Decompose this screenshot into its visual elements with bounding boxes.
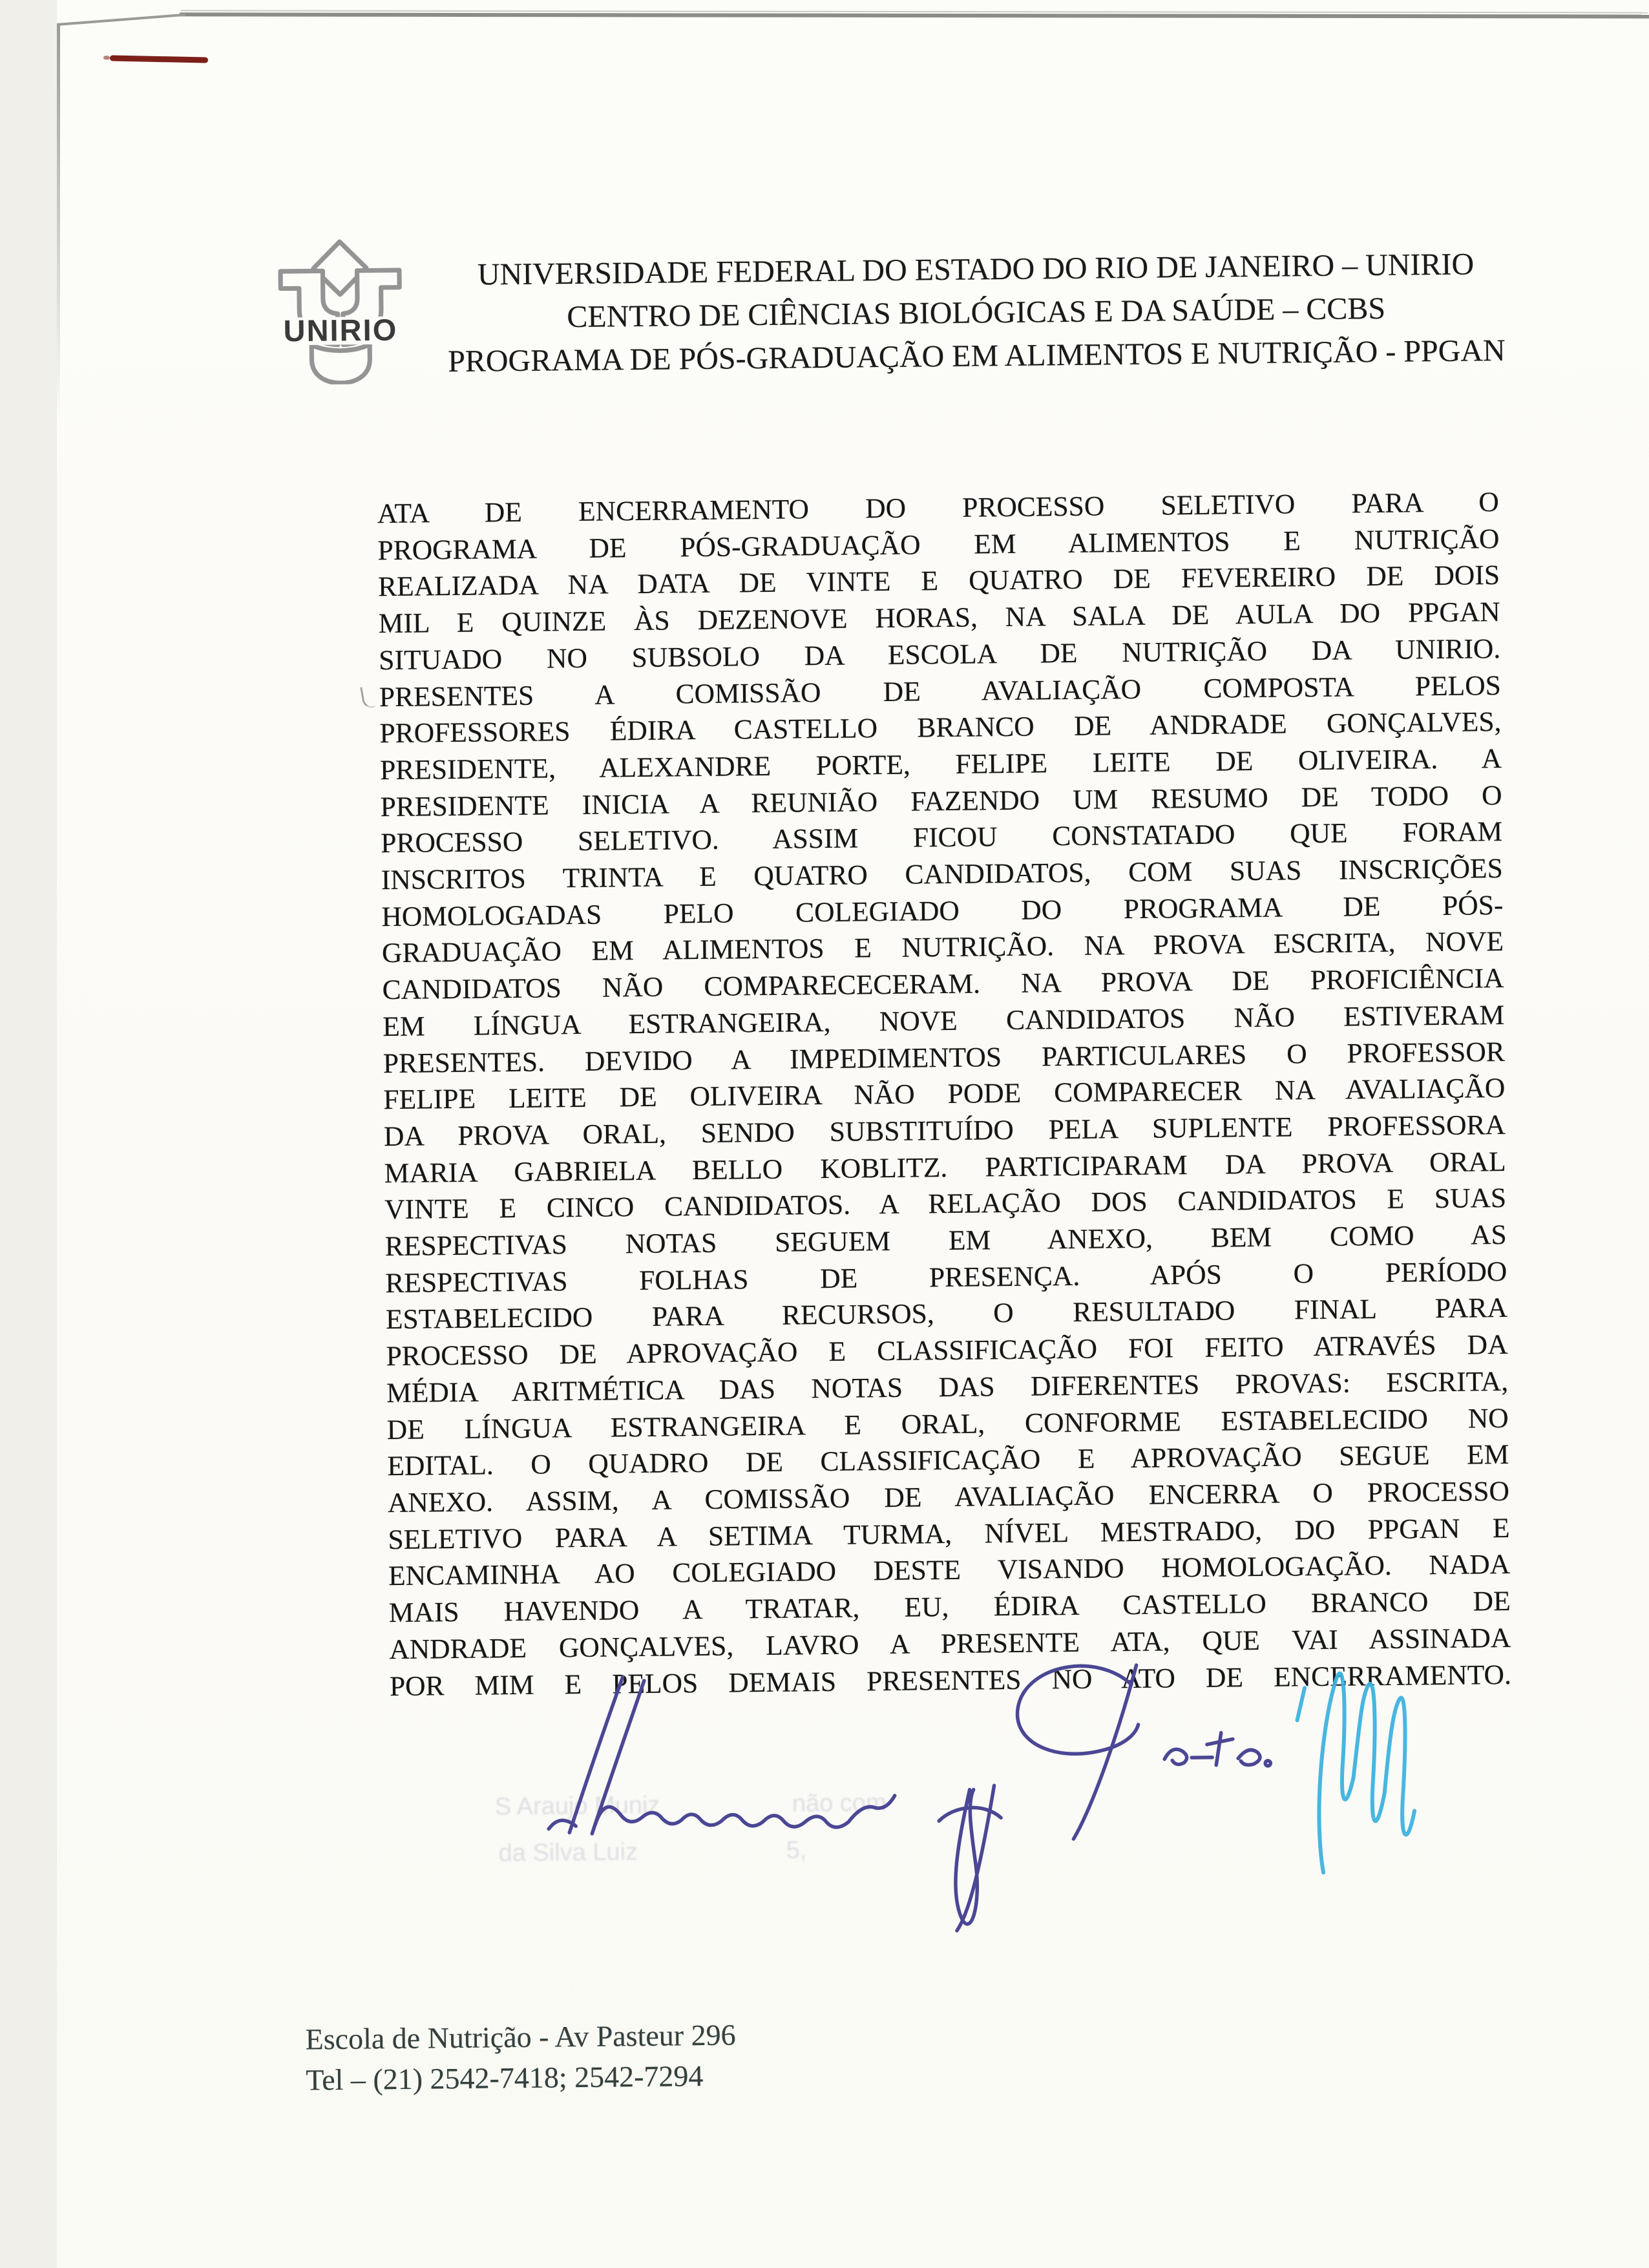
document-line: PROCESSO DE APROVAÇÃO E CLASSIFICAÇÃO FOI FEITO ATRAVÉS DA [386,1329,1508,1372]
document-line: SELETIVO PARA A SETIMA TURMA, NÍVEL MESTRADO, DO PPGAN E [388,1512,1510,1555]
document-line: ANEXO. ASSIM, A COMISSÃO DE AVALIAÇÃO ENCERRA O PROCESSO [387,1475,1510,1519]
center-name: CENTRO DE CIÊNCIAS BIOLÓGICAS E DA SAÚDE – CCBS [567,291,1386,335]
bleedthrough-text: S Araujo Muniz [494,1791,660,1821]
document-line: REALIZADA NA DATA DE VINTE E QUATRO DE FEVEREIRO DE DOIS [377,560,1500,603]
document-line: ESTABELECIDO PARA RECURSOS, O RESULTADO FINAL PARA [385,1292,1508,1336]
document-line: INSCRITOS TRINTA E QUATRO CANDIDATOS, COM SUAS INSCRIÇÕES [381,853,1504,896]
signature-alexandre-porte [547,1664,1272,1935]
document-body [377,484,1511,1705]
document-line: ENCAMINHA AO COLEGIADO DESTE VISANDO HOMOLOGAÇÃO. NADA [388,1549,1511,1592]
institution-name: UNIVERSIDADE FEDERAL DO ESTADO DO RIO DE JANEIRO – UNIRIO [477,247,1475,292]
unirio-emblem-icon [258,231,421,385]
document-line: PRESIDENTE INICIA A REUNIÃO FAZENDO UM RESUMO DE TODO O [380,779,1502,823]
document-line: HOMOLOGADAS PELO COLEGIADO DO PROGRAMA DE PÓS- [381,889,1504,932]
document-line: EDITAL. O QUADRO DE CLASSIFICAÇÃO E APROVAÇÃO SEGUE EM [387,1439,1509,1482]
document-line: POR MIM E PELOS DEMAIS PRESENTES NO ATO DE ENCERRAMENTO. [389,1659,1512,1702]
document-line: MARIA GABRIELA BELLO KOBLITZ. PARTICIPARAM DA PROVA ORAL [384,1146,1506,1189]
document-line: CANDIDATOS NÃO COMPARECECERAM. NA PROVA DE PROFICIÊNCIA [382,963,1504,1006]
document-line: DA PROVA ORAL, SENDO SUBSTITUÍDO PELA SUPLENTE PROFESSORA [383,1109,1506,1153]
program-name: PROGRAMA DE PÓS-GRADUAÇÃO EM ALIMENTOS E NUTRIÇÃO - PPGAN [447,333,1506,379]
document-line: FELIPE LEITE DE OLIVEIRA NÃO PODE COMPARECER NA AVALIAÇÃO [383,1073,1506,1116]
document-footer [305,2015,736,2101]
document-line: MIL E QUINZE ÀS DEZENOVE HORAS, NA SALA DE AULA DO PPGAN [378,596,1500,640]
document-line: PROFESSORES ÉDIRA CASTELLO BRANCO DE ANDRADE GONÇALVES, [379,706,1502,750]
document-line: EM LÍNGUA ESTRANGEIRA, NOVE CANDIDATOS NÃO ESTIVERAM [382,999,1505,1042]
bleedthrough-text: 5, [786,1836,807,1864]
document-line: PRESENTES. DEVIDO A IMPEDIMENTOS PARTICULARES O PROFESSOR [383,1036,1505,1079]
footer-address: Escola de Nutrição - Av Pasteur 296 [305,2018,736,2056]
document-line: ANDRADE GONÇALVES, LAVRO A PRESENTE ATA, QUE VAI ASSINADA [389,1622,1511,1665]
document-line: PROCESSO SELETIVO. ASSIM FICOU CONSTATADO QUE FORAM [381,816,1503,859]
bleedthrough-text: não com [792,1789,887,1818]
signature-initials-blue [1297,1673,1415,1873]
document-line: SITUADO NO SUBSOLO DA ESCOLA DE NUTRIÇÃO DA UNIRIO. [379,633,1501,676]
bleedthrough-text: da Silva Luiz [498,1838,638,1867]
document-line: MÉDIA ARITMÉTICA DAS NOTAS DAS DIFERENTES PROVAS: ESCRITA, [386,1365,1509,1409]
document-line: MAIS HAVENDO A TRATAR, EU, ÉDIRA CASTELLO BRANCO DE [388,1586,1511,1629]
document-line: GRADUAÇÃO EM ALIMENTOS E NUTRIÇÃO. NA PROVA ESCRITA, NOVE [381,926,1504,969]
footer-phone: Tel – (21) 2542-7418; 2542-7294 [306,2059,704,2097]
document-line: DE LÍNGUA ESTRANGEIRA E ORAL, CONFORME ESTABELECIDO NO [386,1402,1509,1445]
logo-wordmark: UNIRIO [283,312,398,348]
document-line: ATA DE ENCERRAMENTO DO PROCESSO SELETIVO PARA O [377,487,1500,530]
signatures-overlay [457,1622,1430,1968]
unirio-logo [258,231,421,388]
document-line: PRESENTES A COMISSÃO DE AVALIAÇÃO COMPOSTA PELOS [379,669,1502,713]
document-line: PROGRAMA DE PÓS-GRADUAÇÃO EM ALIMENTOS E NUTRIÇÃO [377,523,1500,566]
document-line: RESPECTIVAS FOLHAS DE PRESENÇA. APÓS O PERÍODO [385,1255,1507,1299]
letterhead [404,242,1548,384]
document-line: RESPECTIVAS NOTAS SEGUEM EM ANEXO, BEM COMO AS [384,1219,1507,1263]
document-line: VINTE E CINCO CANDIDATOS. A RELAÇÃO DOS CANDIDATOS E SUAS [384,1182,1507,1226]
document-line: PRESIDENTE, ALEXANDRE PORTE, FELIPE LEITE DE OLIVEIRA. A [379,742,1502,786]
